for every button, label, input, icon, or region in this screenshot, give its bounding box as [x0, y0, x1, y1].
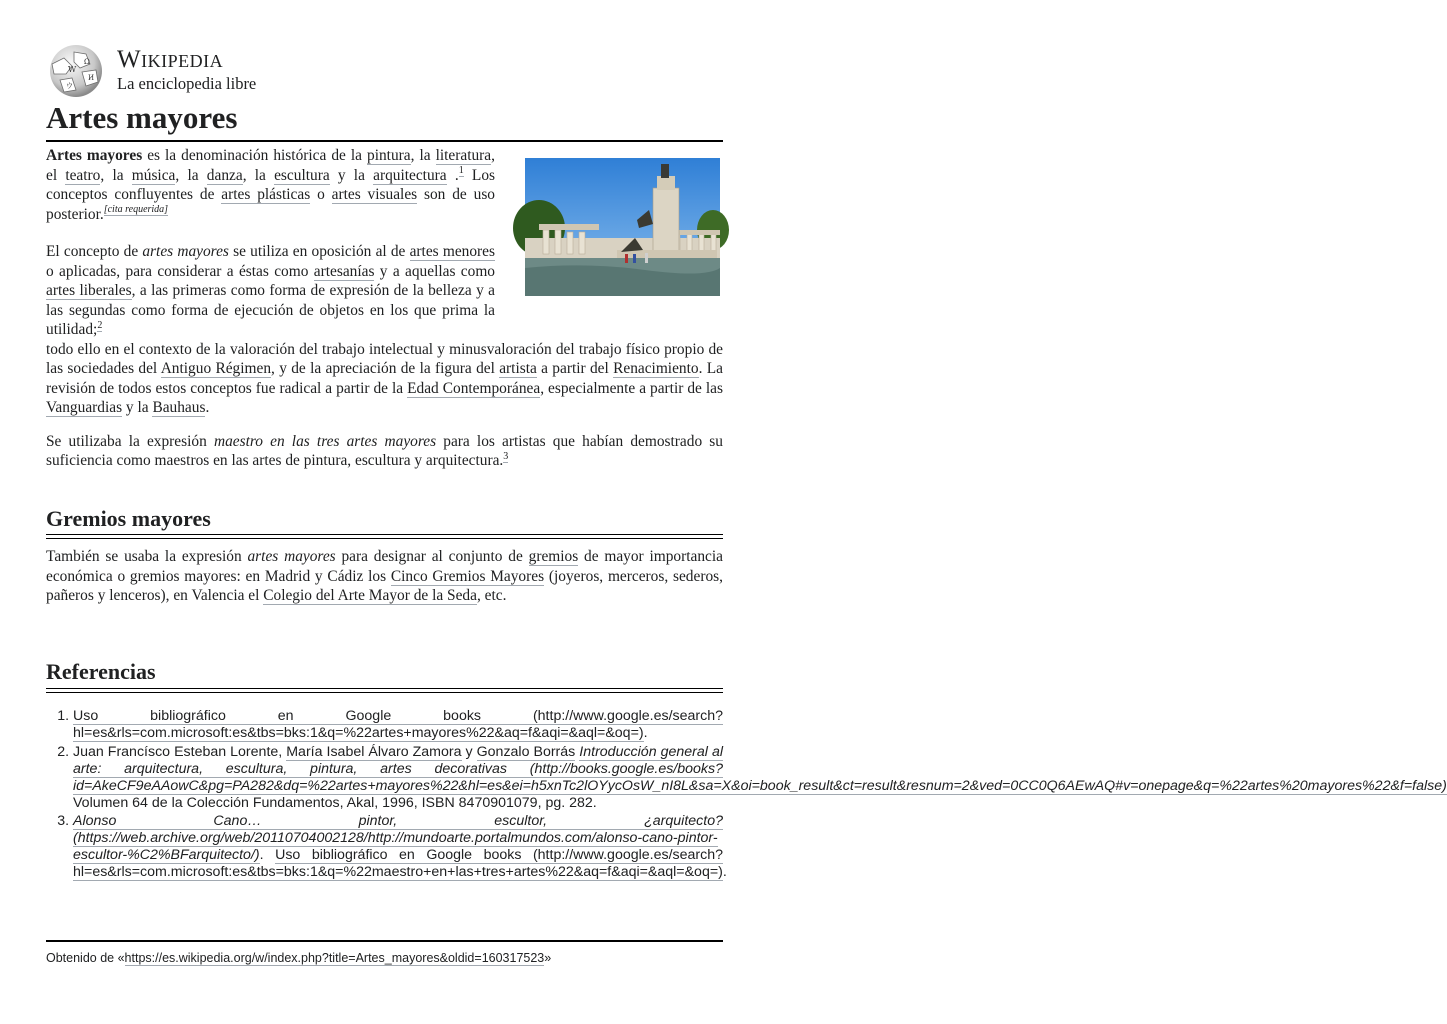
concept-paragraph-continued: [46, 340, 723, 418]
title-divider: [46, 140, 723, 142]
emphasis: artes mayores: [247, 548, 336, 565]
text: son de uso posterior.: [46, 186, 496, 223]
lead-term: Artes mayores: [46, 147, 143, 164]
reference-item: [73, 708, 723, 742]
footer-divider: [46, 940, 723, 942]
text: de mayor importancia económica o gremios mayores: en Madrid y Cádiz los: [46, 548, 723, 585]
text: Los conceptos confluyentes de: [46, 166, 496, 203]
link-artes-menores[interactable]: artes menores: [409, 243, 495, 260]
link-teatro[interactable]: teatro: [65, 166, 101, 184]
intro-paragraph: [46, 146, 495, 224]
reference-link[interactable]: Uso bibliográfico en Google books (http://www.google.es/search?hl=es&rls=com.microsoft:es&tbs=bks:1&q=%22artes+mayores%22&aq=f&aqi=&aql=&oq=): [73, 708, 723, 741]
section-heading-gremios: Gremios mayores: [46, 506, 211, 531]
section-heading-referencias: Referencias: [46, 659, 156, 684]
text: También se usaba la expresión: [46, 548, 248, 565]
svg-text:W: W: [68, 65, 77, 74]
link-artesanias[interactable]: artesanías: [313, 262, 375, 280]
text: . La revisión de todos estos conceptos fue radical a partir de la: [46, 360, 723, 397]
section-divider: [46, 538, 723, 539]
text: , la: [175, 166, 207, 184]
permanent-link[interactable]: https://es.wikipedia.org/w/index.php?title=Artes_mayores&oldid=160317523: [124, 951, 545, 965]
text: , y de la apreciación de la figura del: [271, 360, 500, 377]
link-vanguardias[interactable]: Vanguardias: [46, 399, 123, 416]
link-antiguo-regimen[interactable]: Antiguo Régimen: [160, 360, 272, 377]
text: Volumen 64 de la Colección Fundamentos, Akal, 1996, ISBN 8470901079, pg. 282.: [73, 794, 597, 811]
text: para designar al conjunto de: [335, 548, 529, 565]
citation-2[interactable]: 2: [97, 319, 103, 331]
link-danza[interactable]: danza: [206, 166, 243, 184]
link-pintura[interactable]: pintura: [367, 147, 411, 164]
text: a partir del: [536, 360, 614, 377]
gremios-paragraph: [46, 547, 723, 606]
link-escultura[interactable]: escultura: [274, 166, 330, 184]
text: , etc.: [476, 587, 507, 604]
text: para los artistas que habían demostrado su suficiencia como maestros en las artes de pintura, escultura y arquitectura.: [46, 432, 723, 469]
gremios-section: [46, 547, 723, 606]
emphasis: artes mayores: [142, 243, 229, 260]
link-artes-plasticas[interactable]: artes plásticas: [221, 186, 311, 203]
text: (joyeros, merceros, sederos, pañeros y lenceros), en Valencia el: [46, 567, 723, 604]
masters-paragraph: [46, 432, 723, 471]
footer-source: [46, 950, 551, 966]
text: y a aquellas como: [374, 262, 495, 280]
article-body: [46, 146, 723, 471]
section-divider: [46, 692, 723, 693]
wikipedia-globe-logo[interactable]: [46, 44, 106, 98]
reference-item: [73, 813, 727, 881]
wikipedia-tagline: La enciclopedia libre: [117, 74, 257, 93]
citation-1[interactable]: 1: [458, 165, 464, 177]
site-header: [46, 0, 723, 102]
text: es la denominación histórica de la: [142, 147, 367, 164]
text: Juan Francísco Esteban Lorente,: [73, 743, 287, 760]
reference-author-link[interactable]: María Isabel Álvaro Zamora: [286, 743, 462, 760]
text: .: [259, 847, 276, 864]
section-divider: [46, 534, 723, 535]
reference-item: [73, 743, 1447, 812]
text: , la: [410, 147, 436, 164]
text: y: [461, 743, 477, 760]
references-list: [46, 708, 1447, 883]
text: o: [310, 186, 332, 203]
text: y la: [122, 399, 153, 416]
citation-3[interactable]: 3: [503, 450, 509, 462]
link-artes-liberales[interactable]: artes liberales: [46, 282, 132, 299]
reference-author-link[interactable]: Gonzalo Borrás: [476, 743, 576, 760]
link-bauhaus[interactable]: Bauhaus: [152, 399, 206, 416]
citation-needed[interactable]: [cita requerida]: [103, 204, 169, 216]
reference-link[interactable]: Alonso Cano… pintor, escultor, ¿arquitecto? (https://web.archive.org/web/20110704002128/http://mundoarte.portalmundos.com/alonso-cano-pintor-escultor-%C2%BFarquitecto/): [73, 813, 723, 864]
link-cinco-gremios-mayores[interactable]: Cinco Gremios Mayores: [390, 567, 545, 585]
link-musica[interactable]: música: [131, 166, 176, 184]
text: .: [643, 724, 648, 741]
text: .: [722, 864, 727, 881]
link-gremios[interactable]: gremios: [528, 548, 579, 565]
text: o aplicadas, para considerar a éstas como: [46, 262, 314, 280]
text: Obtenido de «: [46, 951, 125, 965]
wikipedia-wordmark: Wikipedia: [117, 46, 224, 73]
svg-text:И: И: [88, 74, 95, 82]
text: , el: [46, 147, 495, 184]
link-artista[interactable]: artista: [499, 360, 537, 377]
reference-link[interactable]: Uso bibliográfico en Google books (http://www.google.es/search?hl=es&rls=com.microsoft:es&tbs=bks:1&q=%22maestro+en+las+tres+artes%22&aq=f&aqi=&aql=&oq=): [73, 847, 723, 881]
text: se utiliza en oposición al de: [228, 243, 410, 260]
link-renacimiento[interactable]: Renacimiento: [613, 360, 699, 377]
text: , a las primeras como forma de expresión de la belleza y a las segundas como forma de ejecución de objetos en los que prima la utilidad;: [46, 282, 495, 338]
concept-paragraph: [46, 242, 495, 340]
article-page: [46, 0, 1447, 965]
link-edad-contemporanea[interactable]: Edad Contemporánea: [407, 379, 541, 397]
text: .: [446, 166, 459, 184]
link-colegio-arte-mayor-seda[interactable]: Colegio del Arte Mayor de la Seda: [263, 587, 477, 604]
text: , la: [242, 166, 275, 184]
text: .: [205, 399, 210, 416]
text: , la: [100, 166, 132, 184]
text: El concepto de: [46, 243, 143, 260]
text: y la: [329, 166, 374, 184]
link-arquitectura[interactable]: arquitectura: [373, 166, 447, 184]
emphasis: maestro en las tres artes mayores: [213, 432, 437, 450]
svg-text:ウ: ウ: [66, 82, 73, 90]
text: , especialmente a partir de las: [540, 379, 723, 397]
text: todo ello en el contexto de la valoración del trabajo intelectual y minusvaloración del trabajo físico propio de las sociedades del: [46, 340, 723, 377]
section-divider: [46, 688, 723, 689]
reference-book-link[interactable]: Introducción general al arte: arquitectura, escultura, pintura, artes decorativas (http://books.google.es/books?id=AkeCF9eAAowC&pg=PA282&dq=%22artes+mayores%22&hl=es&ei=h5xnTc2lOYycOsW_nI8L&sa=X&oi=book_result&ct=result&resnum=2&ved=0CC0Q6AEwAQ#v=onepage&q=%22artes%20mayores%22&f=false): [73, 743, 1447, 794]
link-artes-visuales[interactable]: artes visuales: [331, 186, 418, 203]
text: »: [544, 951, 552, 965]
svg-text:Ω: Ω: [84, 58, 90, 66]
text: Se utilizaba la expresión: [46, 432, 214, 450]
link-literatura[interactable]: literatura: [435, 147, 492, 164]
page-title: Artes mayores: [46, 100, 238, 135]
